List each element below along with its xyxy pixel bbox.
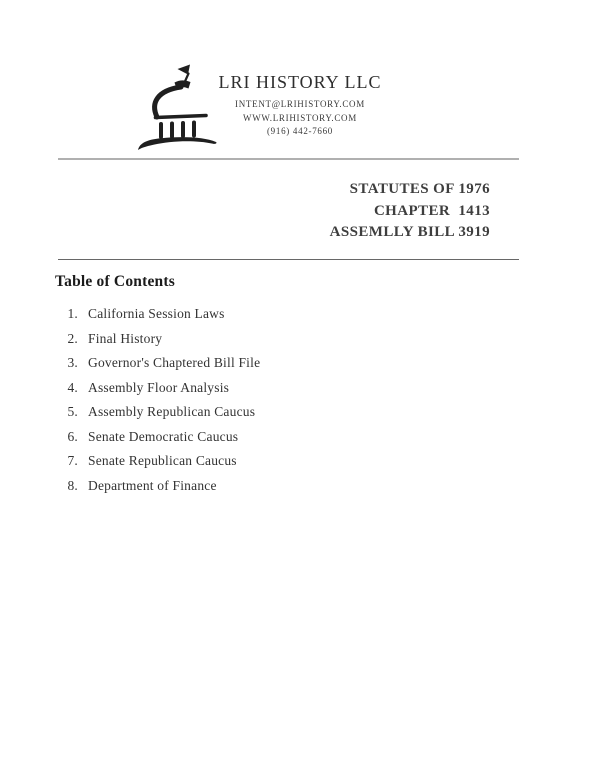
toc-item-number: 4.	[67, 379, 78, 395]
contact-email: INTENT@LRIHISTORY.COM	[235, 99, 365, 109]
assembly-bill-line: ASSEMLLY BILL 3919	[329, 224, 490, 240]
toc-item-label: California Session Laws	[88, 306, 225, 322]
toc-item-label: Final History	[88, 330, 163, 346]
statutes-line: STATUTES OF 1976	[349, 181, 490, 197]
toc-heading: Table of Contents	[55, 273, 175, 290]
toc-item	[62, 400, 482, 425]
toc-list	[62, 302, 482, 498]
toc-item-number: 6.	[67, 428, 78, 444]
toc-item	[62, 302, 482, 327]
toc-item-number: 2.	[67, 330, 78, 346]
horizontal-rule-top	[58, 158, 519, 160]
contact-block	[0, 98, 600, 139]
toc-item	[62, 449, 482, 474]
toc-item-number: 3.	[67, 355, 78, 371]
bill-info-block	[330, 179, 490, 244]
letterhead	[0, 72, 600, 139]
contact-website: WWW.LRIHISTORY.COM	[243, 112, 357, 123]
toc-item-number: 5.	[67, 404, 78, 420]
company-name: LRI HISTORY LLC	[218, 72, 382, 92]
toc-item-label: Senate Republican Caucus	[88, 453, 237, 469]
toc-item-number: 1.	[67, 306, 78, 322]
contact-phone: (916) 442-7660	[266, 126, 334, 136]
toc-item	[62, 351, 482, 376]
toc-item-number: 7.	[67, 453, 78, 469]
toc-item-label: Governor's Chaptered Bill File	[88, 355, 261, 371]
horizontal-rule-bottom	[58, 259, 519, 260]
toc-item	[62, 376, 482, 401]
toc-item	[62, 327, 482, 352]
toc-item-number: 8.	[67, 477, 78, 493]
toc-item-label: Assembly Floor Analysis	[88, 379, 230, 395]
toc-item	[62, 425, 482, 450]
toc-item-label: Senate Democratic Caucus	[88, 428, 239, 444]
toc-item-label: Assembly Republican Caucus	[88, 404, 256, 420]
chapter-line: CHAPTER 1413	[373, 202, 490, 219]
toc-item	[62, 474, 482, 499]
toc-item-label: Department of Finance	[88, 477, 217, 493]
